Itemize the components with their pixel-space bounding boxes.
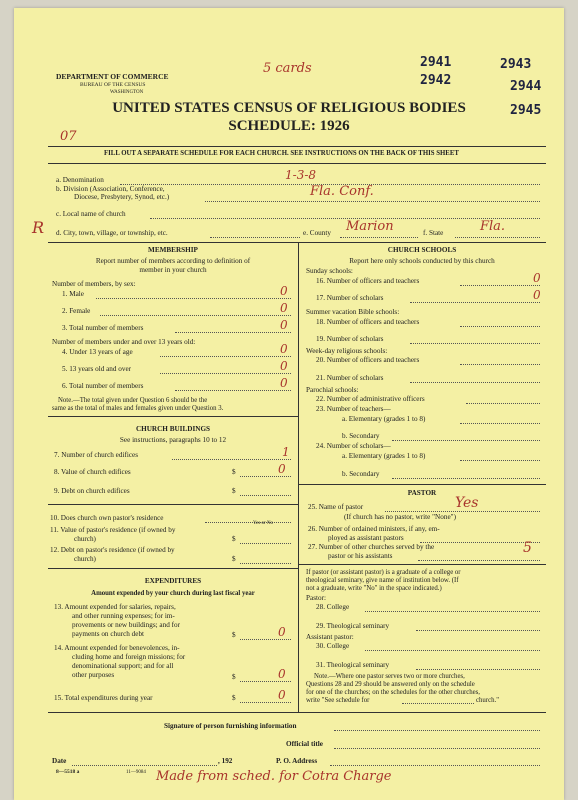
- expenditures-heading: EXPENDITURES: [144, 577, 202, 585]
- scholars-label: 24. Number of scholars—: [316, 442, 391, 450]
- denomination-value: 1-3-8: [285, 168, 317, 182]
- assistant-college-label: 30. College: [316, 642, 350, 650]
- print-number: 11—9084: [126, 770, 146, 775]
- instruction-line: FILL OUT A SEPARATE SCHEDULE FOR EACH CHURCH. SEE INSTRUCTIONS ON THE BACK OF THIS SHEET: [104, 150, 459, 157]
- cards-note: 5 cards: [263, 61, 312, 76]
- teachers-label: 23. Number of teachers—: [316, 405, 391, 413]
- benevolences-dollar: $: [232, 673, 236, 681]
- r-mark: R: [32, 218, 45, 237]
- signature-label: Signature of person furnishing information: [164, 722, 297, 730]
- date-label: Date: [52, 757, 67, 765]
- running-expenses-label: 13. Amount expended for salaries, repairs,: [54, 603, 176, 611]
- city-field-label: d. City, town, village, or township, etc.: [56, 229, 168, 237]
- assistant-pastors-label-2: ployed as assistant pastors: [328, 534, 404, 542]
- running-expenses-dollar: $: [232, 631, 236, 639]
- total-members-age-value: 0: [280, 376, 288, 390]
- sunday-schools-label: Sunday schools:: [306, 267, 353, 275]
- under-13-value: 0: [280, 342, 288, 356]
- po-address-label: P. O. Address: [276, 757, 318, 765]
- over-13-label: 5. 13 years old and over: [62, 365, 132, 373]
- pastor-name-label: 25. Name of pastor: [308, 503, 364, 511]
- parochial-schools-label: Parochial schools:: [306, 386, 359, 394]
- residence-debt-label: 12. Debt on pastor's residence (if owned by: [50, 546, 175, 554]
- county-label: e. County: [303, 229, 331, 237]
- under-13-label: 4. Under 13 years of age: [62, 348, 133, 356]
- sunday-teachers-label: 16. Number of officers and teachers: [316, 277, 420, 285]
- benevolences-label: 14. Amount expended for benevolences, in-: [54, 644, 180, 652]
- local-name-label: c. Local name of church: [56, 210, 126, 218]
- male-label: 1. Male: [62, 290, 84, 298]
- assistant-pastors-label: 26. Number of ordained ministers, if any, em-: [308, 525, 440, 533]
- state-label: f. State: [423, 229, 444, 237]
- edifice-value-dollar: $: [232, 468, 236, 476]
- benevolences-value: 0: [278, 667, 286, 681]
- membership-note-2: same as the total of males and females given under Question 3.: [52, 405, 224, 412]
- form-title: UNITED STATES CENSUS OF RELIGIOUS BODIES: [112, 100, 466, 116]
- female-value: 0: [280, 301, 288, 315]
- residence-value-dollar: $: [232, 535, 236, 543]
- graduate-note-3: not a graduate, write "No" in the space indicated.): [306, 585, 442, 592]
- total-members-value: 0: [280, 318, 288, 332]
- pastor-education-label: Pastor:: [306, 594, 326, 602]
- scholars-elementary-label: a. Elementary (grades 1 to 8): [342, 452, 426, 460]
- bureau-label: BUREAU OF THE CENSUS: [80, 82, 146, 88]
- edifice-debt-label: 9. Debt on church edifices: [54, 487, 130, 495]
- running-expenses-label-2: and other running expenses; for im-: [72, 612, 175, 620]
- edifice-value-label: 8. Value of church edifices: [54, 468, 131, 476]
- edifice-value-value: 0: [278, 462, 286, 476]
- membership-note-1: Note.—The total given under Question 6 should be the: [58, 397, 208, 404]
- schedule-title: SCHEDULE: 1926: [228, 118, 350, 134]
- pastor-name-note: (If church has no pastor, write "None"): [344, 513, 456, 521]
- sunday-scholars-label: 17. Number of scholars: [316, 294, 384, 302]
- total-expenditures-value: 0: [278, 688, 286, 702]
- weekday-teachers-label: 20. Number of officers and teachers: [316, 356, 420, 364]
- pastor-note-5: church.": [476, 697, 499, 704]
- running-expenses-label-4: payments on church debt: [72, 630, 145, 638]
- teachers-elementary-label: a. Elementary (grades 1 to 8): [342, 415, 426, 423]
- scholars-secondary-label: b. Secondary: [342, 470, 380, 478]
- state-value: Fla.: [480, 219, 506, 234]
- over-13-value: 0: [280, 359, 288, 373]
- pastor-note-2: Questions 28 and 29 should be answered only on the schedule: [306, 681, 475, 688]
- stamp-number-2: 2942: [420, 73, 452, 88]
- teachers-secondary-label: b. Secondary: [342, 432, 380, 440]
- summer-teachers-label: 18. Number of officers and teachers: [316, 318, 420, 326]
- running-expenses-label-3: provements or new buildings; and for: [72, 621, 180, 629]
- total-expenditures-dollar: $: [232, 694, 236, 702]
- summer-schools-label: Summer vacation Bible schools:: [306, 308, 400, 316]
- division-label-2: Diocese, Presbytery, Synod, etc.): [74, 193, 170, 201]
- handwritten-footer-note: Made from sched. for Cotra Charge: [156, 769, 392, 784]
- graduate-note-1: If pastor (or assistant pastor) is a graduate of a college or: [306, 569, 461, 576]
- department-label: DEPARTMENT OF COMMERCE: [56, 72, 169, 81]
- church-edifices-label: 7. Number of church edifices: [54, 451, 139, 459]
- schedule-number-mark: 07: [60, 129, 77, 144]
- stamp-number-5: 2945: [510, 103, 542, 118]
- residence-value-label-2: church): [74, 535, 96, 543]
- benevolences-label-3: denominational support; and for all: [72, 662, 174, 670]
- residence-value-label: 11. Value of pastor's residence (if owned by: [50, 526, 176, 534]
- other-churches-label: 27. Number of other churches served by the: [308, 543, 435, 551]
- buildings-heading: CHURCH BUILDINGS: [135, 425, 211, 433]
- membership-sub1: Report number of members according to definition of: [95, 257, 251, 265]
- yes-no-label: Yes or No: [253, 521, 274, 526]
- weekday-schools-label: Week-day religious schools:: [306, 347, 388, 355]
- stamp-number-3: 2943: [500, 57, 532, 72]
- edifice-debt-dollar: $: [232, 487, 236, 495]
- pastor-seminary-label: 29. Theological seminary: [316, 622, 390, 630]
- total-members-age-label: 6. Total number of members: [62, 382, 144, 390]
- pastor-note-4: write "See schedule for: [306, 697, 370, 704]
- denomination-label: a. Denomination: [56, 176, 104, 184]
- buildings-sub: See instructions, paragraphs 10 to 12: [119, 436, 227, 444]
- pastor-note-3: for one of the churches; on the schedules for the other churches,: [306, 689, 481, 696]
- pastor-college-label: 28. College: [316, 603, 350, 611]
- schools-sub: Report here only schools conducted by this church: [349, 257, 495, 265]
- pastor-heading: PASTOR: [407, 489, 437, 497]
- membership-sub2: member in your church: [139, 266, 207, 274]
- pastor-note-1: Note.—Where one pastor serves two or more churches,: [314, 673, 465, 680]
- other-churches-label-2: pastor or his assistants: [328, 552, 393, 560]
- female-label: 2. Female: [62, 307, 91, 315]
- division-label: b. Division (Association, Conference,: [56, 185, 165, 193]
- members-by-sex-label: Number of members, by sex:: [52, 280, 136, 288]
- assistant-education-label: Assistant pastor:: [306, 633, 354, 641]
- city-label: WASHINGTON: [110, 90, 144, 95]
- members-by-age-label: Number of members under and over 13 years old:: [52, 338, 196, 346]
- benevolences-label-4: other purposes: [72, 671, 115, 679]
- benevolences-label-2: cluding home and foreign missions; for: [72, 653, 186, 661]
- form-number: 8—5518 a: [56, 769, 80, 775]
- stamp-number-1: 2941: [420, 55, 452, 70]
- pastor-name-value: Yes: [455, 495, 479, 511]
- summer-scholars-label: 19. Number of scholars: [316, 335, 384, 343]
- weekday-scholars-label: 21. Number of scholars: [316, 374, 384, 382]
- expenditures-sub: Amount expended by your church during last fiscal year: [91, 590, 255, 597]
- schools-heading: CHURCH SCHOOLS: [387, 246, 457, 254]
- admin-officers-label: 22. Number of administrative officers: [316, 395, 425, 403]
- assistant-seminary-label: 31. Theological seminary: [316, 661, 390, 669]
- graduate-note-2: theological seminary, give name of institution below. (If: [306, 577, 459, 584]
- total-expenditures-label: 15. Total expenditures during year: [54, 694, 153, 702]
- residence-debt-dollar: $: [232, 555, 236, 563]
- running-expenses-value: 0: [278, 625, 286, 639]
- stamp-number-4: 2944: [510, 79, 542, 94]
- residence-debt-label-2: church): [74, 555, 96, 563]
- other-churches-value: 5: [523, 540, 532, 556]
- residence-owned-label: 10. Does church own pastor's residence: [50, 514, 164, 522]
- date-year-label: , 192: [218, 757, 233, 765]
- official-title-label: Official title: [286, 740, 323, 748]
- division-value: Fla. Conf.: [310, 184, 374, 199]
- county-value: Marion: [346, 219, 394, 234]
- sunday-teachers-value: 0: [533, 271, 541, 285]
- sunday-scholars-value: 0: [533, 288, 541, 302]
- male-value: 0: [280, 284, 288, 298]
- total-members-label: 3. Total number of members: [62, 324, 144, 332]
- membership-heading: MEMBERSHIP: [148, 246, 198, 254]
- church-edifices-value: 1: [282, 445, 290, 459]
